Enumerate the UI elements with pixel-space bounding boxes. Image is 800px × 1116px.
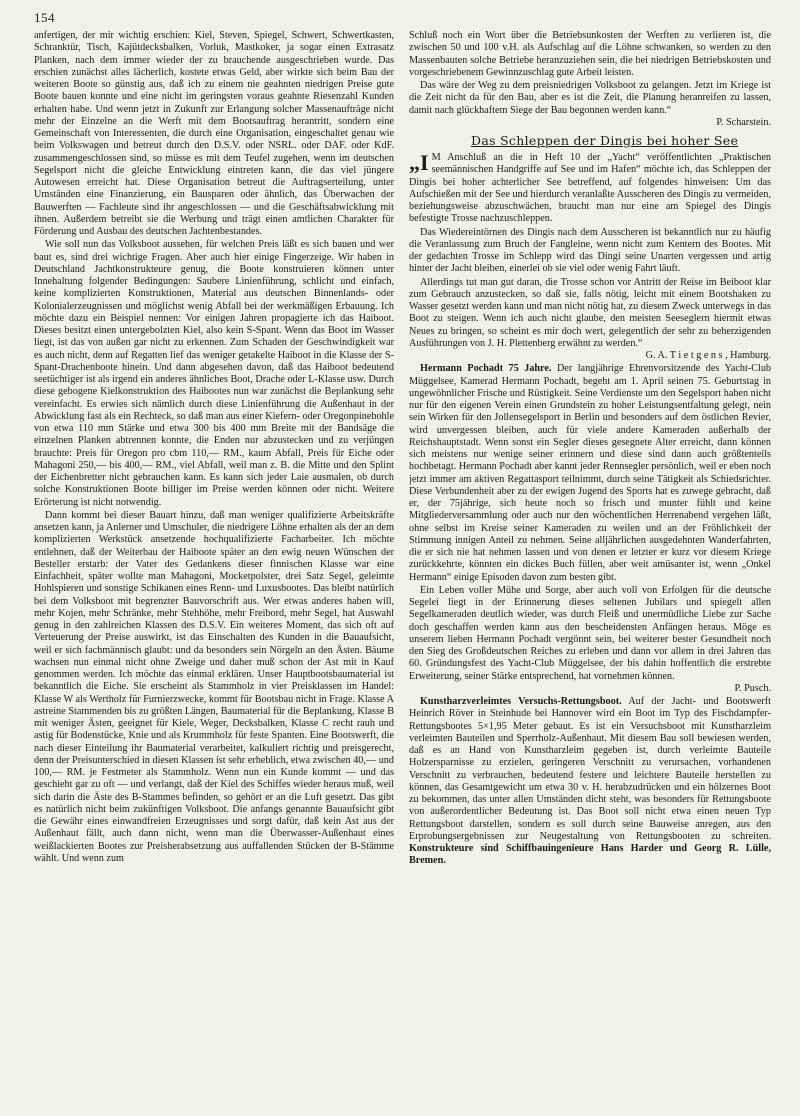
article-lead: Hermann Pochadt 75 Jahre.: [420, 363, 552, 375]
right-column: [409, 30, 771, 1100]
author-signature: P. Pusch.: [734, 682, 771, 694]
article-paragraph: [409, 277, 771, 363]
article-paragraph: Dann kommt bei dieser Bauart hinzu, daß man weniger qualifizierte Arbeitskräfte ansetzen kann, ja Anlerner und Umschuler, die niedrigere Löhne erhalten als der an dem komplizierten Werkstück ansetzende hochqualifizierte Facharbeiter. Ich möchte entlehnen, daß der Weiterbau der Haiboote später an den ewig neuen Wünschen der Besteller erstarb: der Vater des Gedankens dieser finnischen Klasse war eine Einfachheit, später wollte man Mahagoni, Mocketpolster, drei Satz Segel, geleimte Hohlspieren und sonstige Schikanen eines Renn- und Luxusbootes. Das bleibt natürlich bei dem Volksboot mit begrenzter Bauvorschrift aus. Wer etwas anderes haben will, mehr Kojen, mehr Schränke, mehr Stehhöhe, mehr Freibord, mehr Segel, hat Auswahl genug in den zahlreichen Klassen des D.S.V. Ein weiteres Moment, das sich oft auf Verteuerung der Preise auswirkt, ist das Einschalten des Kunden in die Bauaufsicht, weil er sich fachmännisch glaubt: und da besonders sein Nörgeln an den Ästen. Bäume wachsen nun einmal nicht ohne Zweige und daher muß schon der Ast mit in Kauf genommen werden. Ich möchte das einmal erklären. Unser Hauptbootsbaumaterial ist bekanntlich die Eiche. Sie erscheint als Stammholz in vier Preisklassen im Handel: Klasse W als Wertholz für Furnierzwecke, kommt für Bootsbau nicht in Frage. Klasse A astreine Stammenden bis zu größten Längen, Baumaterial für die Beplankung, Klasse B mit weniger Ästen, geeignet für Kiele, Weger, Decksbalken, Klasse C recht rauh und astig für Bodenstücke, Knie und als Krummholz für feste Spanten. Eine Bootswerft, die nach dieser Einteilung ihr Baumaterial verarbeitet, kalkuliert richtig und preisgerecht, denn der Preisunterschied in diesen Klassen ist sehr erheblich, etwa zwischen 40,— und 100,— RM. je Festmeter als Stammholz. Wenn nun ein Kunde kommt — und das geschieht gar zu oft — und verlangt, daß der Kiel des Schiffes wieder heraus muß, weil sich darin die Äste des B-Stammes befinden, so gehört er an die Luft gesetzt. Das gibt es natürlich nicht beim zukünftigen Volksboot. Die anfangs genannte Bauaufsicht gibt die Gewähr eines einwandfreien Erzeugnisses und sorgt dafür, daß kein Ast aus der Außenhaut fällt, auch dann nicht, wenn man die Überwasser-Außenhaut eines weißlackierten Bootes zur Preisherabsetzung aus auffallenden Stücken der B-Stämme wählt. Und wenn zum: [34, 509, 394, 864]
drop-cap: „I: [409, 150, 429, 175]
author-signature: P. Scharstein.: [716, 116, 771, 128]
article-text: Der langjährige Ehrenvorsitzende des Yacht-Club Müggelsee, Kamerad Hermann Pochadt, begeht am 1. April seinen 75. Geburtstag in ungewöhnlicher Frische und Rüstigkeit. Seine Verdienste um den Segelsport haben nicht nur für den eigenen Verein einen Grundstein zu hoher Leistungsentfaltung gelegt, nein sein Wirken für den Jollensegelsport in Berlin und besonders auf dem östlichen Revier, wird unvergessen bleiben, auch für viele andere Kameraden außerhalb der Reichshauptstadt. Wenn sonst ein Segler dieses gesegnete Alter erreicht, dann können sich meistens nur wenige seiner erinnern und diese sind dann auch größtenteils hochbetagt. Hermann Pochadt aber kannt jeder Rennsegler persönlich, weil er eben noch jetzt immer am aktiven Regattasport teilnimmt, durch seine Tätigkeit als Schiedsrichter. Diese Verbundenheit aber zu der ewigen Jugend des Sports hat es zuwege gebracht, daß er, der 75jährige, sich heute noch so frisch und munter fühlt und keine Mitgliederversammlung oder auch nur den wöchentlichen Herrenabend vergehen läßt, ohne selbst im Kreise seiner Kameraden zu weilen und an der Fröhlichkeit der Stimmung innigen Anteil zu nehmen. Seine alljährlichen ausgedehnten Wanderfahrten, die er sich nie hat nehmen lassen und von denen er letzter er kurz vor diesem Kriege zurückkehrte, könnten ein dickes Buch füllen, aber weit amüsanter ist, wenn „Onkel Hermann“ einige Episoden davon zum besten gibt.: [409, 363, 771, 583]
article-text: Ein Leben voller Mühe und Sorge, aber auch voll von Erfolgen für die deutsche Segelei liegt in der Erinnerung dieses seltenen Jubilars und spiegelt allen Segelkameraden deutlich wieder, was durch Fleiß und unermüdliche Liebe zur Sache doch geschaffen werden kann aus den bescheidensten Anfängen heraus. Möge es unserem lieben Hermann Pochadt vergönnt sein, bei weiterer bester Gesundheit noch den Sieg des Großdeutschen Reiches zu erleben und dann vor allem in drei Jahren das 60. Gründungsfest des Yacht-Club Müggelsee, der bis dahin hoffentlich die erstrebte Erweiterung, seiner Stärke entsprechend, hat vornehmen können.: [409, 584, 771, 682]
page-number: 154: [34, 10, 55, 25]
article-paragraph: Schluß noch ein Wort über die Betriebsunkosten der Werften zu verlieren ist, die zwischen 50 und 100 v.H. als Aufschlag auf die Löhne schwanken, so werden zu den Massenbauten solche Betriebe heranzuziehen sein, die bei niedrigen Betriebskosten und vorgeschriebenem Gewinnzuschlag gute Arbeit leisten.: [409, 30, 771, 78]
author-signature: G. A. T i e t g e n s , Hamburg.: [645, 350, 771, 361]
article-paragraph: Wie soll nun das Volksboot aussehen, für welchen Preis läßt es sich bauen und wer baut es, sind drei wichtige Fragen. Aber auch hier einige Fingerzeige. Wir haben in Deutschland Jachtkonstrukteure genug, die Boote konstruieren können unter Innehaltung folgender Bedingungen: Saubere Linienführung, schlicht und einfach, keine komplizierten Konstruktionen, Material aus deutschen Binnenlands- oder Kolonialerzeugnissen und möglichst wenig Abfall bei der werkmäßigen Erbauung. Ich möchte dazu ein Beispiel nennen: Vor einigen Jahren propagierte ich das Haiboot. Dieses besitzt einen untergebolzten Kiel, also kein S-Spant. Wenn das Boot im Wasser liegt, ist das von außen gar nicht zu erkennen. Zum Schaden der Geschwindigkeit war es auch nicht, denn auf Regatten lief das weniger getakelte Haiboot in die Klasse der S-Spant-Drachenboote hinein. Und dann abgesehen davon, daß das Haiboot bedeutend seetüchtiger ist als irgend ein anderes ähnliches Boot, Drache oder L-Klasse usw. Durch diese gebogene Kielkonstruktion des Haibootes nun war zunächst die Beplankung sehr vereinfacht. Es erwies sich nämlich durch diese Linienführung die Außenhaut in der Abwicklung fast als ein Rechteck, so daß man aus einer Kiefern- oder Oregonpinebohle von etwa 110 mm Stärke und etwa 300 bis 400 mm Breite mit der Bandsäge die einzelnen Planken abtrennen konnte, die Enden nur abzustecken und zu verjüngen brauchte: Preis für Oregon pro cbm 110,— RM., kaum Abfall, Preis für Eiche oder Mahagoni 250,— bis 400,— RM., viel Abfall, weil man z. B. die Mitte und den Splint der Eichenbretter nicht gebrauchen kann. Es kann sich jeder Laie ausmalen, ob durch solche Konstruktionen Boote billiger im Preise werden können oder nicht. Weitere Erörterung ist nicht notwendig.: [34, 239, 394, 508]
article-paragraph: [409, 152, 771, 226]
article-paragraph: [409, 585, 771, 695]
section-heading: Das Schleppen der Dingis bei hoher See: [471, 133, 739, 148]
article-text: M Anschluß an die in Heft 10 der „Yacht“ veröffentlichten „Praktischen seemännischen Handgriffe auf See und im Hafen“ möchte ich, das Schleppen der Dingis bei hoher achterlicher See betreffend, auf folgendes hinweisen: Um das Aufschießen mit der See und hierdurch veranlaßte Ausscheren des Dingis zu vermeiden, beziehungsweise abzuschwächen, braucht man nur eine am Spiegel des Dingis befestigte Trosse nachzuschleppen.: [409, 152, 771, 225]
article-lead: Kunstharzverleimtes Versuchs-Rettungsboot.: [420, 696, 622, 707]
article-text: Das wäre der Weg zu dem preisniedrigen Volksboot zu gelangen. Jetzt im Kriege ist die Zeit nicht da für den Bau, aber es ist die Zeit, die Planung heranreifen zu lassen, damit nach glückhaftem Siege der Bau begonnen werden kann.“: [409, 80, 771, 116]
article-paragraph: [409, 80, 771, 129]
article-paragraph: [409, 363, 771, 584]
left-column: [34, 30, 394, 1100]
article-text: Auf der Jacht- und Bootswerft Heinrich Röver in Steinhude bei Hannover wird ein Boot im Typ des Fischdampfer-Rettungsbootes 5×1,95 Meter gebaut. Es ist ein Versuchsboot mit Kunstharzleim verleimten Bauteilen und Sperrholz-Außenhaut. Mit diesem Bau soll bewiesen werden, daß es an Hand von Kunstharzleim gegeben ist, durch verleimte Bauteile Holzersparnisse zu erzielen, geringeren Verschnitt zu verursachen, vorhandenen Verschnitt zu verbrauchen, bedeutend festere und leichtere Bauteile herstellen zu können, das Gesamtgewicht um etwa 30 v. H. herabzudrücken und ein hölzernes Boot zu bekommen, das unter allen Umständen dicht steht, was besonders für Rettungsboote von außerordentlicher Bedeutung ist. Das Boot soll nicht etwa einen neuen Typ Rettungsboot darstellen, sondern es soll durch seine Bauweise anregen, aus den Erprobungsergebnissen zur Neugestaltung von Rettungsbooten zu schreiten.: [409, 696, 771, 842]
article-paragraph: Das Wiedereintörnen des Dingis nach dem Ausscheren ist bekanntlich nur zu häufig die Veranlassung zum Bruch der Fangleine, wenn nicht zum Kentern des Bootes. Mit der gedachten Trosse im Schlepp wird das Dingi seine Unarten vergessen und artig hinter der Jacht bleiben, einerlei ob sie viel oder wenig Fahrt läuft.: [409, 226, 771, 275]
article-paragraph: anfertigen, der mir wichtig erschien: Kiel, Steven, Spiegel, Schwert, Schwertkasten, Schranktür, Tisch, Kajütdecksbalken, Vorluk, Mastkoker, ja sogar einen Extrasatz Planken, nach dem immer wieder der zu brauchende ausgeschrieben wurde. Das erschien zunächst alles lächerlich, kostete etwas Geld, aber wirkte sich beim Bau der weiteren Boote so günstig aus, daß ich zu einem nie geahnten niedrigen Preise gute Boote bauen konnte und eine nicht im geringsten voraus geahnte Riesenzahl Kunden erhalten habe. Und wenn jetzt in Zukunft zur Erlangung solcher Massenaufträge nicht mehr der Einzelne an die Werft mit dem Bootsauftrag herantritt, sondern eine Gemeinschaft von Interessenten, die durch eine Organisation, eingeschaltet genau wie beim Volkswagen und betreut durch den D.S.V. oder NSRL. oder DAF. oder KdF. zusammengeschlossen sind, so müsse es mit dem Teufel zugehen, wenn im deutschen Segelsport nicht die gleiche Entwicklung eintreten kann, die das viel jüngere Autowesen erreicht hat. Diese Organisation betreut die Auftragserteilung, unter Umständen eine Finanzierung, ein Bausparen oder ähnlich, das Überwachen der Bauwerften — Fachleute sind ihr angeschlossen — und die Geschäftsabwicklung mit ihnen. Außerdem betreibt sie die Werbung und trägt einen amtlichen Charakter für Förderung und Ausbau des deutschen Jachtenbestandes.: [34, 30, 394, 237]
article-paragraph: [409, 696, 771, 868]
article-text: Allerdings tut man gut daran, die Trosse schon vor Antritt der Reise im Beiboot klar zum Gebrauch anzustecken, so daß sie, falls nötig, leicht mit einem Bootshaken zu Wasser gesetzt werden kann und man nicht nötig hat, zu diesem Zweck unterwegs in das Boot zu steigen. Wenn ich auch nicht glaube, den meisten Seeseglern hiermit etwas Neues zu bringen, so scheint es mir doch wert, gelegentlich der sehr zu beherzigenden Ausführungen von J. H. Plettenberg erwähnt zu werden.“: [409, 276, 771, 349]
article-credit: Konstrukteure sind Schiffbauingenieure Hans Harder und Georg R. Lülle, Bremen.: [409, 843, 771, 867]
